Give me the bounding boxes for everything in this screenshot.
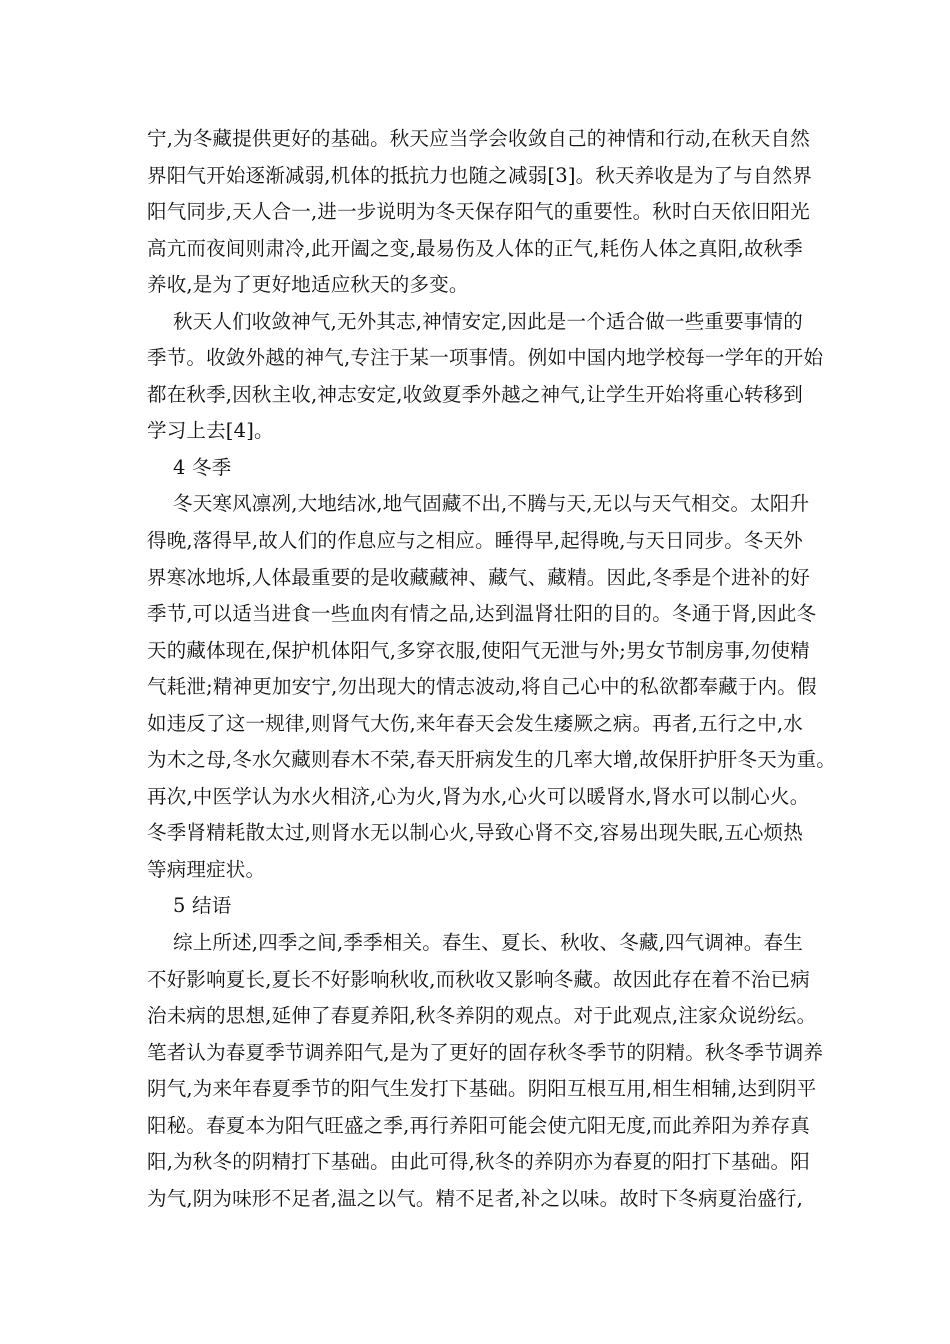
text-line: 冬季肾精耗散太过,则肾水无以制心火,导致心肾不交,容易出现失眠,五心烦热	[147, 821, 803, 845]
text-line: 气耗泄;精神更加安宁,勿出现大的情志波动,将自己心中的私欲都奉藏于内。假	[147, 675, 817, 699]
text-line: 为气,阴为味形不足者,温之以气。精不足者,补之以味。故时下冬病夏治盛行,	[147, 1186, 803, 1210]
text-line: 高亢而夜间则肃冷,此开阖之变,最易伤及人体的正气,耗伤人体之真阳,故秋季	[147, 236, 803, 260]
text-line: 季节。收敛外越的神气,专注于某一项事情。例如中国内地学校每一学年的开始	[147, 346, 824, 370]
text-line: 季节,可以适当进食一些血肉有情之品,达到温肾壮阳的目的。冬通于肾,因此冬	[147, 602, 817, 626]
text-line: 如违反了这一规律,则肾气大伤,来年春天会发生痿厥之病。再者,五行之中,水	[147, 711, 803, 735]
text-line: 学习上去[4]。	[147, 419, 274, 443]
text-line: 阳,为秋冬的阴精打下基础。由此可得,秋冬的养阴亦为春夏的阳打下基础。阳	[147, 1150, 810, 1174]
section-heading-conclusion: 5 结语	[173, 894, 232, 918]
text-line: 笔者认为春夏季节调养阳气,是为了更好的固存秋冬季节的阴精。秋冬季节调养	[147, 1040, 824, 1064]
text-line: 阴气,为来年春夏季节的阳气生发打下基础。阴阳互根互用,相生相辅,达到阴平	[147, 1077, 817, 1101]
text-line: 界寒冰地坼,人体最重要的是收藏藏神、藏气、藏精。因此,冬季是个进补的好	[147, 565, 810, 589]
body-text	[147, 121, 847, 1217]
text-line: 天的藏体现在,保护机体阳气,多穿衣服,使阳气无泄与外;男女节制房事,勿使精	[147, 638, 810, 662]
text-line: 不好影响夏长,夏长不好影响秋收,而秋收又影响冬藏。故因此存在着不治已病	[147, 967, 810, 991]
text-line: 治未病的思想,延伸了春夏养阳,秋冬养阴的观点。对于此观点,注家众说纷纭。	[147, 1004, 817, 1028]
text-line: 等病理症状。	[147, 857, 266, 881]
text-line: 界阳气开始逐渐减弱,机体的抵抗力也随之减弱[3]。秋天养收是为了与自然界	[147, 163, 813, 187]
text-line: 宁,为冬藏提供更好的基础。秋天应当学会收敛自己的神情和行动,在秋天自然	[147, 127, 810, 150]
text-line: 都在秋季,因秋主收,神志安定,收敛夏季外越之神气,让学生开始将重心转移到	[147, 382, 803, 406]
text-line: 得晚,落得早,故人们的作息应与之相应。睡得早,起得晚,与天日同步。冬天外	[147, 529, 803, 553]
text-line: 为木之母,冬水欠藏则春木不荣,春天肝病发生的几率大增,故保肝护肝冬天为重。	[147, 748, 836, 772]
paragraph-first-line: 秋天人们收敛神气,无外其志,神情安定,因此是一个适合做一些重要事情的	[173, 309, 803, 333]
text-line: 阳气同步,天人合一,进一步说明为冬天保存阳气的重要性。秋时白天依旧阳光	[147, 200, 810, 224]
paragraph-first-line: 冬天寒风凛冽,大地结冰,地气固藏不出,不腾与天,无以与天气相交。太阳升	[173, 492, 810, 516]
text-line: 养收,是为了更好地适应秋天的多变。	[147, 273, 469, 297]
section-heading-winter: 4 冬季	[173, 455, 232, 479]
paragraph-first-line: 综上所述,四季之间,季季相关。春生、夏长、秋收、冬藏,四气调神。春生	[173, 931, 803, 955]
text-line: 阳秘。春夏本为阳气旺盛之季,再行养阳可能会使亢阳无度,而此养阳为养存真	[147, 1113, 810, 1137]
text-line: 再次,中医学认为水火相济,心为火,肾为水,心火可以暖肾水,肾水可以制心火。	[147, 784, 810, 808]
